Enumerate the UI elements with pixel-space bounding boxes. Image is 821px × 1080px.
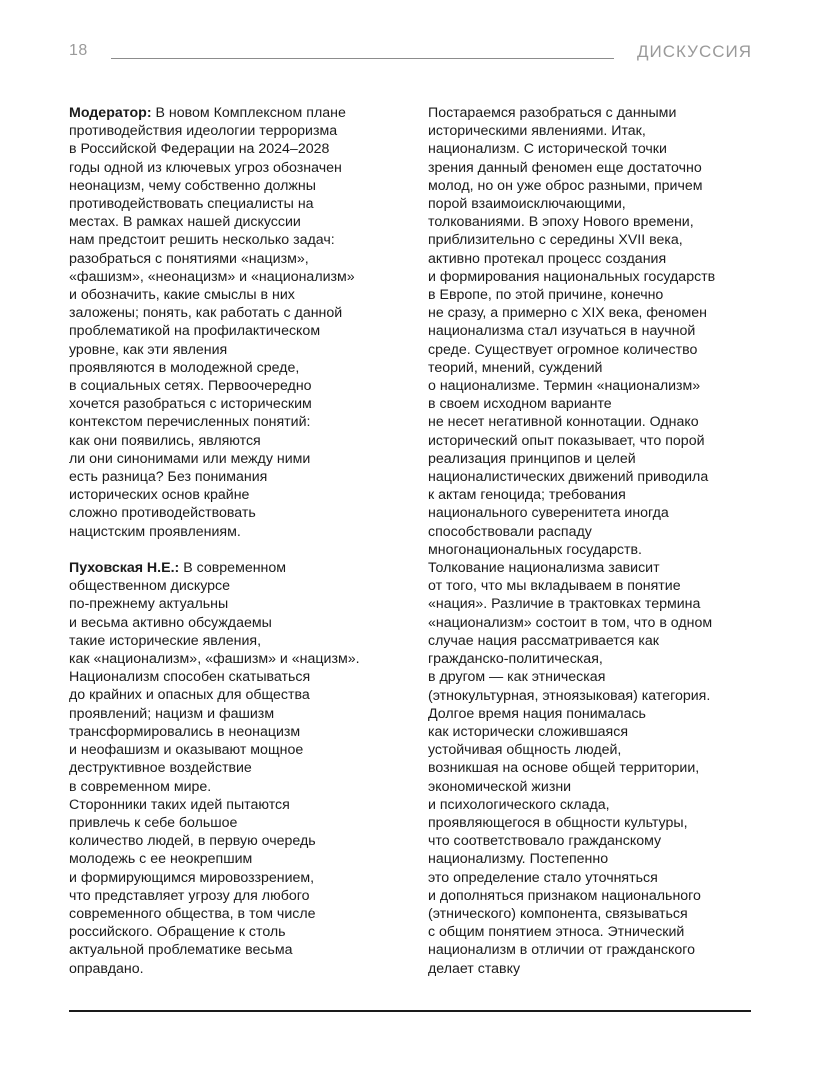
text-line: исторических основ крайне xyxy=(69,487,250,504)
text-line: в Российской Федерации на 2024–2028 xyxy=(69,141,330,158)
text-line: и дополняться признаком национального xyxy=(428,887,701,904)
text-line xyxy=(69,559,399,577)
pukhovskaya-paragraph xyxy=(69,559,399,978)
text-line: среде. Существует огромное количество xyxy=(428,341,698,358)
text-line: и формирования национальных государств xyxy=(428,268,716,285)
text-line: ли они синонимами или между ними xyxy=(69,450,311,467)
text-line: Постараемся разобраться с данными xyxy=(428,105,677,121)
text-line: приблизительно с середины XVII века, xyxy=(428,232,683,249)
text-line: гражданско-политическая, xyxy=(428,651,603,668)
text-line: Долгое время нация понималась xyxy=(428,705,646,722)
text-line: исторический опыт показывает, что порой xyxy=(428,432,705,449)
text-line: «национализм» состоит в том, что в одном xyxy=(428,614,713,631)
footer-divider xyxy=(69,1010,751,1012)
text-line: национализма стал изучаться в научной xyxy=(428,323,696,340)
text-line: теорий, мнений, суждений xyxy=(428,359,603,376)
text-line: в современном мире. xyxy=(69,778,212,795)
text-line: порой взаимоисключающими, xyxy=(428,196,626,213)
text-line: Сторонники таких идей пытаются xyxy=(69,796,290,813)
nationalism-paragraph xyxy=(428,104,758,978)
text-line: современного общества, в том числе xyxy=(69,905,316,922)
text-line: с общим понятием этноса. Этнический xyxy=(428,924,685,941)
text-line: как «национализм», «фашизм» и «нацизм». xyxy=(69,651,360,668)
text-line: (этнического) компонента, связываться xyxy=(428,905,688,922)
text-line: реализация принципов и целей xyxy=(428,450,636,467)
text-line: сложно противодействовать xyxy=(69,505,256,522)
text-line: годы одной из ключевых угроз обозначен xyxy=(69,159,342,176)
text-line: трансформировались в неонацизм xyxy=(69,723,301,740)
text-line: национализм. С исторической точки xyxy=(428,141,667,158)
text-line: нам предстоит решить несколько задач: xyxy=(69,232,335,249)
page-number: 18 xyxy=(69,42,88,59)
text-line: хочется разобраться с историческим xyxy=(69,396,312,413)
text-line: проявлений; нацизм и фашизм xyxy=(69,705,275,722)
text-line-content: В новом Комплексном плане xyxy=(151,105,346,121)
text-line: и психологического склада, xyxy=(428,796,610,813)
text-line: противодействовать специалисты на xyxy=(69,196,314,213)
text-line: от того, что мы вкладываем в понятие xyxy=(428,578,681,595)
text-line xyxy=(69,104,399,122)
text-line: проявляющегося в общности культуры, xyxy=(428,814,688,831)
section-label: ДИСКУССИЯ xyxy=(637,42,752,61)
speaker-name: Модератор: xyxy=(69,105,152,121)
text-line: разобраться с понятиями «нацизм», xyxy=(69,250,309,267)
text-line: до крайних и опасных для общества xyxy=(69,687,310,704)
right-column xyxy=(428,104,758,978)
text-line: «нация». Различие в трактовках термина xyxy=(428,596,701,613)
text-line: оправдано. xyxy=(69,960,144,977)
text-line: контекстом перечисленных понятий: xyxy=(69,414,311,431)
text-line: о национализме. Термин «национализм» xyxy=(428,378,701,395)
text-line: уровне, как эти явления xyxy=(69,341,228,358)
speaker-name: Пуховская Н.Е.: xyxy=(69,560,180,577)
text-line: случае нация рассматривается как xyxy=(428,632,659,649)
text-line: и весьма активно обсуждаемы xyxy=(69,614,272,631)
paragraph-gap xyxy=(69,541,399,559)
text-line: молод, но он уже оброс разными, причем xyxy=(428,177,703,194)
text-line: историческими явлениями. Итак, xyxy=(428,123,646,140)
text-line: к актам геноцида; требования xyxy=(428,487,626,504)
left-column xyxy=(69,104,399,978)
text-line: и обозначить, какие смыслы в них xyxy=(69,287,295,304)
text-line: активно протекал процесс создания xyxy=(428,250,667,267)
text-line: в другом — как этническая xyxy=(428,669,606,686)
text-line: количество людей, в первую очередь xyxy=(69,833,316,850)
text-line: устойчивая общность людей, xyxy=(428,742,622,759)
text-line: общественном дискурсе xyxy=(69,578,231,595)
moderator-paragraph xyxy=(69,104,399,541)
text-line: есть разница? Без понимания xyxy=(69,469,268,486)
text-line: проявляются в молодежной среде, xyxy=(69,359,300,376)
text-line: не сразу, а примерно с XIX века, феномен xyxy=(428,305,707,322)
text-line: в социальных сетях. Первоочередно xyxy=(69,378,312,395)
text-line: актуальной проблематике весьма xyxy=(69,942,293,959)
header-divider xyxy=(111,58,614,59)
text-line: деструктивное воздействие xyxy=(69,760,252,777)
text-line: нацистским проявлениям. xyxy=(69,523,241,540)
text-line: экономической жизни xyxy=(428,778,572,795)
text-line: не несет негативной коннотации. Однако xyxy=(428,414,699,431)
text-line: националистических движений приводила xyxy=(428,469,709,486)
text-line: делает ставку xyxy=(428,960,521,977)
text-line: (этнокультурная, этноязыковая) категория. xyxy=(428,687,711,704)
text-line: по-прежнему актуальны xyxy=(69,596,229,613)
text-line: национализму. Постепенно xyxy=(428,851,609,868)
text-line: проблематикой на профилактическом xyxy=(69,323,321,340)
text-line: «фашизм», «неонацизм» и «национализм» xyxy=(69,268,355,285)
text-line: многонациональных государств. xyxy=(428,541,642,558)
text-line: что соответствовало гражданскому xyxy=(428,833,662,850)
text-line: в Европе, по этой причине, конечно xyxy=(428,287,664,304)
text-line: такие исторические явления, xyxy=(69,632,262,649)
text-line: Национализм способен скатываться xyxy=(69,669,311,686)
text-line: возникшая на основе общей территории, xyxy=(428,760,700,777)
text-line: привлечь к себе большое xyxy=(69,814,238,831)
text-line: местах. В рамках нашей дискуссии xyxy=(69,214,301,231)
text-line: национального суверенитета иногда xyxy=(428,505,669,522)
text-line: в своем исходном варианте xyxy=(428,396,612,413)
text-line: российского. Обращение к столь xyxy=(69,924,286,941)
text-line: заложены; понять, как работать с данной xyxy=(69,305,343,322)
text-line: толкованиями. В эпоху Нового времени, xyxy=(428,214,694,231)
text-line: как они появились, являются xyxy=(69,432,261,449)
text-line: зрения данный феномен еще достаточно xyxy=(428,159,702,176)
text-line: и формирующимся мировоззрением, xyxy=(69,869,315,886)
text-line: как исторически сложившаяся xyxy=(428,723,629,740)
text-line: национализм в отличии от гражданского xyxy=(428,942,695,959)
text-line: это определение стало уточняться xyxy=(428,869,658,886)
text-line: молодежь с ее неокрепшим xyxy=(69,851,253,868)
text-line: неонацизм, чему собственно должны xyxy=(69,177,316,194)
text-line: способствовали распаду xyxy=(428,523,592,540)
text-line: противодействия идеологии терроризма xyxy=(69,123,338,140)
text-line: что представляет угрозу для любого xyxy=(69,887,310,904)
text-line-content: В современном xyxy=(179,560,287,577)
text-line: Толкование национализма зависит xyxy=(428,560,660,577)
text-line: и неофашизм и оказывают мощное xyxy=(69,742,304,759)
